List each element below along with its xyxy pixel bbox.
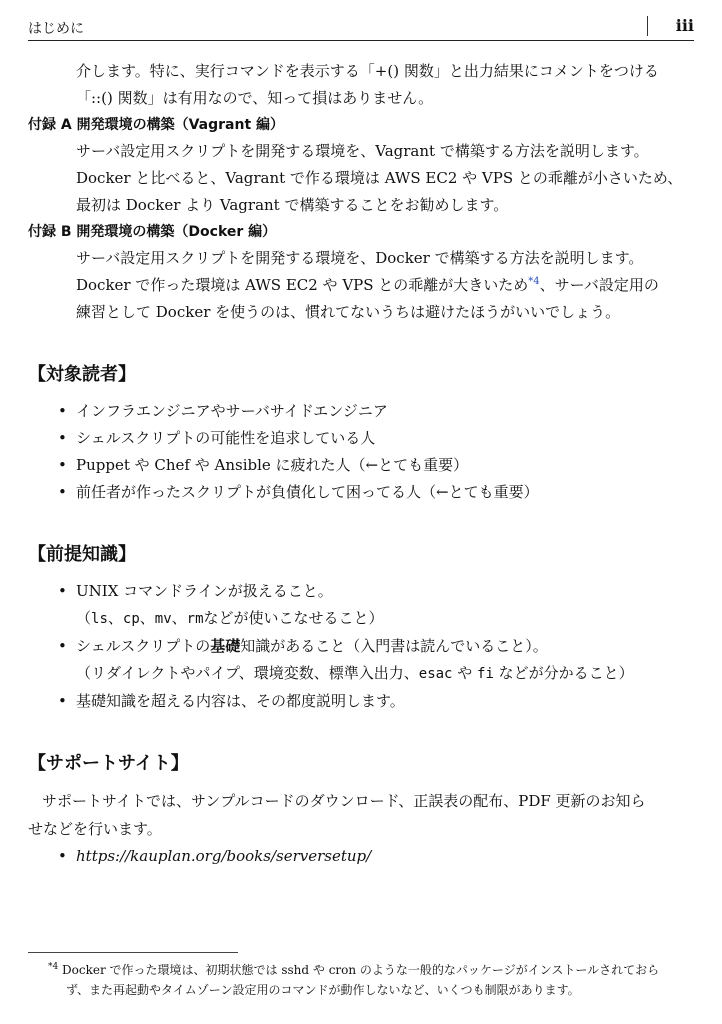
command-cp: cp [122, 611, 140, 627]
list-item: • シェルスクリプトの可能性を追求している人 [28, 425, 694, 452]
keyword-fi: fi [477, 666, 494, 682]
prerequisites-list [28, 578, 694, 605]
command-ls: ls [91, 611, 108, 627]
list-item: • Puppet や Chef や Ansible に疲れた人（←とても重要） [28, 452, 694, 479]
appendix-b-line-2-tail: 、サーバ設定用の [539, 276, 659, 294]
page-number: iii [675, 16, 694, 35]
prereq-item-1-detail: （ls、cp、mv、rmなどが使いこなせること） [76, 609, 384, 627]
support-line-1: サポートサイトでは、サンプルコードのダウンロード、正誤表の配布、PDF 更新のお知ら [42, 792, 646, 810]
appendix-b-line-2-text: Docker で作った環境は AWS EC2 や VPS との乖離が大きいため [76, 276, 529, 294]
chapter-title: はじめに [28, 21, 84, 37]
appendix-b-line-3: 練習として Docker を使うのは、慣れてないうちは避けたほうがいいでしょう。 [76, 303, 621, 321]
page-content [28, 58, 694, 870]
appendix-a-line-3: 最初は Docker より Vagrant で構築することをお勧めします。 [76, 196, 509, 214]
appendix-b-line-1: サーバ設定用スクリプトを開発する環境を、Docker で構築する方法を説明します。 [76, 249, 644, 267]
audience-heading: 【対象読者】 [28, 364, 136, 385]
running-header [28, 12, 694, 41]
footnote-ref-4[interactable]: *4 [528, 276, 540, 287]
footnote [28, 960, 694, 1000]
prerequisites-heading: 【前提知識】 [28, 544, 136, 565]
command-rm: rm [186, 611, 204, 627]
appendix-b-line-2 [28, 272, 694, 299]
intro-line-1: 介します。特に、実行コマンドを表示する「+() 関数」と出力結果にコメントをつける [76, 62, 659, 80]
appendix-a-line-1: サーバ設定用スクリプトを開発する環境を、Vagrant で構築する方法を説明します。 [76, 142, 649, 160]
audience-list [28, 398, 694, 506]
emphasis-basics: 基礎 [210, 637, 241, 655]
footnote-line-2: ず、また再起動やタイムゾーン設定用のコマンドが動作しないなど、いくつも制限があります。 [66, 983, 580, 997]
intro-line-2: 「::() 関数」は有用なので、知って損はありません。 [76, 89, 434, 107]
support-line-2: せなどを行います。 [28, 820, 162, 838]
support-url-link[interactable]: • https://kauplan.org/books/serversetup/ [28, 843, 694, 870]
list-item: • インフラエンジニアやサーバサイドエンジニア [28, 398, 694, 425]
footnote-line-1: Docker で作った環境は、初期状態では sshd や cron のような一般的なパッケージがインストールされておら [58, 963, 660, 977]
footnote-mark: *4 [48, 962, 59, 972]
list-item: • シェルスクリプトの基礎知識があること（入門書は読んでいること）。 [28, 633, 694, 660]
appendix-b-title: 付録 B 開発環境の構築（Docker 編） [28, 224, 277, 240]
keyword-esac: esac [418, 666, 453, 682]
support-heading: 【サポートサイト】 [28, 753, 189, 774]
footnote-divider [28, 952, 238, 953]
header-separator [647, 16, 648, 36]
command-mv: mv [154, 611, 172, 627]
list-item: • 前任者が作ったスクリプトが負債化して困ってる人（←とても重要） [28, 479, 694, 506]
appendix-a-line-2: Docker と比べると、Vagrant で作る環境は AWS EC2 や VPS との乖離が小さいため、 [76, 169, 683, 187]
list-item: • UNIX コマンドラインが扱えること。 [28, 578, 694, 605]
list-item: • 基礎知識を超える内容は、その都度説明します。 [28, 688, 694, 715]
appendix-a-title: 付録 A 開発環境の構築（Vagrant 編） [28, 117, 285, 133]
prereq-item-2-detail: （リダイレクトやパイプ、環境変数、標準入出力、esac や fi などが分かること） [76, 664, 634, 682]
